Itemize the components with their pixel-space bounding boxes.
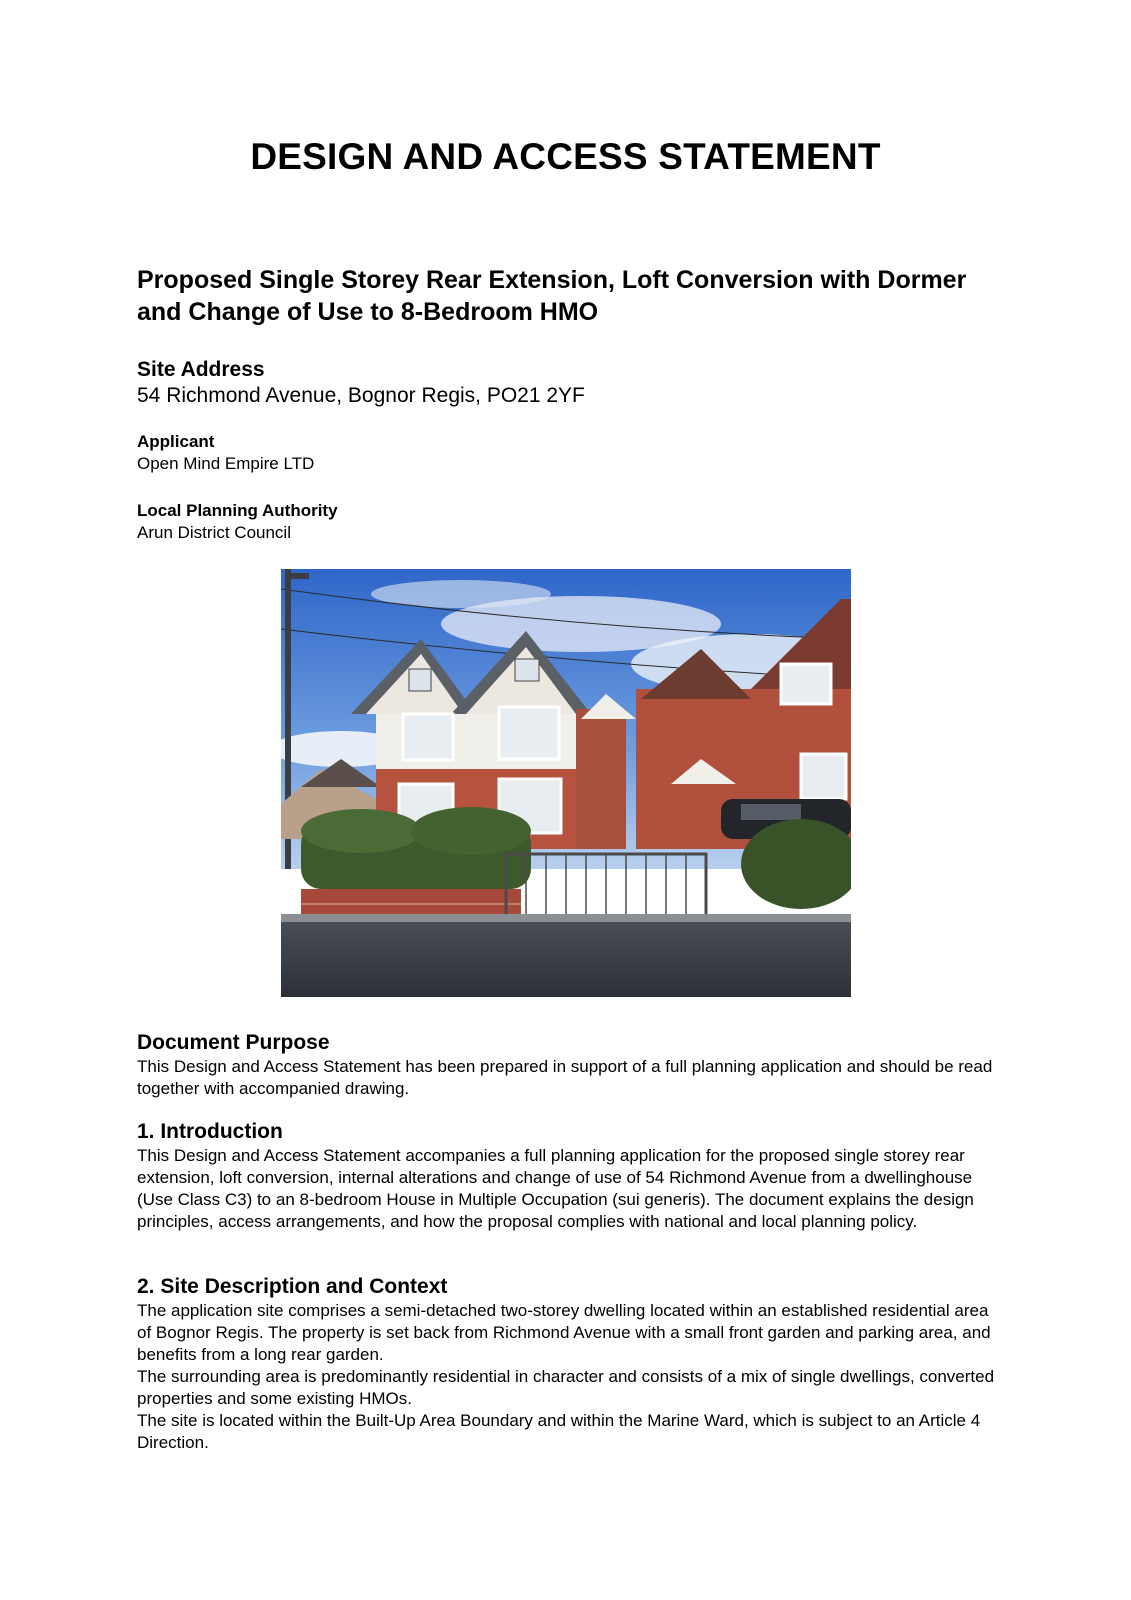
site-description-paragraph: The application site comprises a semi-detached two-storey dwelling located within an established residential area of Bognor Regis. The property is set back from Richmond Avenue with a small front garden and parking area, and benefits from a long rear garden. — [137, 1301, 991, 1364]
authority-value: Arun District Council — [137, 523, 291, 542]
site-description-section — [137, 1274, 997, 1454]
site-address-label: Site Address — [137, 358, 265, 381]
applicant-value: Open Mind Empire LTD — [137, 454, 315, 473]
introduction-text: This Design and Access Statement accompanies a full planning application for the proposed single storey rear extension, loft conversion, internal alterations and change of use of 54 Richmond Avenue from a dwellinghouse (Use Class C3) to an 8-bedroom House in Multiple Occupation (sui generis). The document explains the design principles, access arrangements, and how the proposal complies with national and local planning policy. — [137, 1146, 974, 1231]
document-title: DESIGN AND ACCESS STATEMENT — [250, 136, 881, 177]
applicant-block — [137, 431, 997, 475]
authority-label: Local Planning Authority — [137, 501, 338, 520]
document-purpose-heading: Document Purpose — [137, 1031, 330, 1054]
site-address-value: 54 Richmond Avenue, Bognor Regis, PO21 2YF — [137, 384, 585, 407]
document-purpose-section — [137, 1030, 997, 1100]
document-subtitle: Proposed Single Storey Rear Extension, Loft Conversion with Dormer and Change of Use to 8-Bedroom HMO — [137, 266, 967, 326]
authority-block — [137, 500, 997, 544]
property-photo — [281, 569, 851, 997]
site-description-paragraph: The surrounding area is predominantly residential in character and consists of a mix of single dwellings, converted properties and some existing HMOs. — [137, 1367, 995, 1408]
site-description-heading: 2. Site Description and Context — [137, 1275, 448, 1298]
applicant-label: Applicant — [137, 432, 215, 451]
introduction-section — [137, 1119, 997, 1233]
site-address-block — [137, 357, 997, 409]
introduction-heading: 1. Introduction — [137, 1120, 283, 1143]
document-purpose-text: This Design and Access Statement has been prepared in support of a full planning application and should be read together with accompanied drawing. — [137, 1057, 993, 1098]
site-description-paragraph: The site is located within the Built-Up Area Boundary and within the Marine Ward, which is subject to an Article 4 Direction. — [137, 1411, 981, 1452]
